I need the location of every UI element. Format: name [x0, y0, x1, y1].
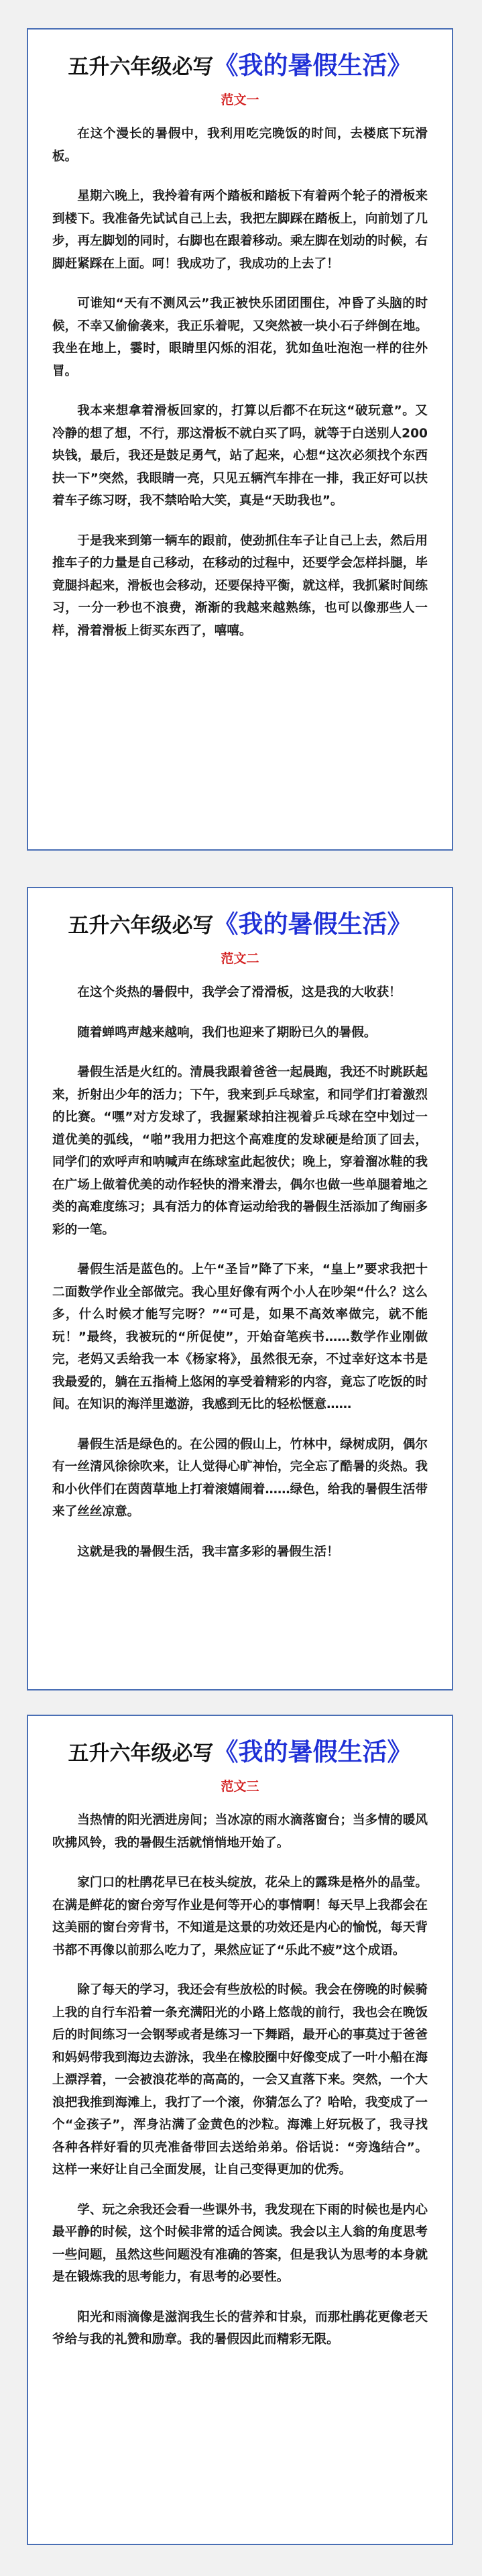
title-quote: 《我的暑假生活》: [213, 50, 412, 80]
article-subtitle: 范文一: [221, 93, 259, 107]
paragraph: 在这个炎热的暑假中，我学会了滑滑板，这是我的大收获！: [77, 985, 402, 1000]
article-card-2: [27, 887, 453, 1690]
title-quote: 《我的暑假生活》: [213, 1737, 412, 1766]
title-quote: 《我的暑假生活》: [213, 909, 412, 938]
paragraph: 除了每天的学习，我还会有些放松的时候。我会在傍晚的时候骑上我的自行车沿着一条充满阳光的小路上悠哉的前行，我也会在晚饭后的时间练习一会钢琴或者是练习一下舞蹈，最开心的事莫过于爸爸和妈妈带我到海边去游泳，我坐在橡胶圈中好像变成了一叶小船在海上漂浮着，一会被浪花举的高高的，一会又直落下来。突然，一个大浪把我推到海滩上，我打了一个滚，你猜怎么了？哈哈，我变成了一个“金孩子”，浑身沾满了金黄色的沙粒。海滩上好玩极了，我寻找各种各样好看的贝壳准备带回去送给弟弟。俗话说：“旁逸结合”。这样一来好让自己全面发展，让自己变得更加的优秀。: [52, 1983, 428, 2177]
title-prefix: 五升六年级必写: [68, 55, 214, 79]
article-card-3: [27, 1715, 453, 2545]
article-title: [28, 907, 452, 941]
paragraph: 阳光和雨滴像是滋润我生长的营养和甘泉，而那杜鹃花更像老天爷给与我的礼赞和励章。我的暑假因此而精彩无限。: [52, 2310, 428, 2347]
paragraph: 于是我来到第一辆车的跟前，使劲抓住车子让自己上去，然后用推车子的力量是自己移动，在移动的过程中，还要学会怎样抖腿，毕竟腿抖起来，滑板也会移动，还要保持平衡，就这样，我抓紧时间练习，一分一秒也不浪费，渐渐的我越来越熟练，也可以像那些人一样，滑着滑板上街买东西了，嘻嘻。: [52, 533, 428, 638]
article-subtitle: 范文二: [221, 951, 259, 966]
paragraph: 星期六晚上，我拎着有两个踏板和踏板下有着两个轮子的滑板来到楼下。我准备先试试自己上去，我把左脚踩在踏板上，向前划了几步，再左脚划的同时，右脚也在跟着移动。乘左脚在划动的时候，右脚赶紧踩在上面。呵！我成功了，我成功的上去了！: [52, 189, 428, 271]
paragraph: 当热情的阳光洒进房间；当冰凉的雨水滴落窗台；当多情的暖风吹拂风铃，我的暑假生活就悄悄地开始了。: [52, 1813, 428, 1850]
paragraph: 可谁知“天有不测风云”我正被快乐团团围住，冲昏了头脑的时候，不幸又偷偷袭来，我正乐着呢，又突然被一块小石子绊倒在地。我坐在地上，霎时，眼睛里闪烁的泪花，犹如鱼吐泡泡一样的往外冒。: [52, 297, 428, 378]
article-title: [28, 1735, 452, 1768]
paragraph: 暑假生活是蓝色的。上午“圣旨”降了下来，“皇上”要求我把十二面数学作业全部做完。我心里好像有两个小人在吵架“什么？这么多，什么时候才能写完呀？”“可是，如果不高效率做完，就不能玩！”最终，我被玩的“所促使”，开始奋笔疾书……数学作业刚做完，老妈又丢给我一本《杨家将》，虽然很无奈，不过幸好这本书是我最爱的，躺在五指椅上悠闲的享受着精彩的内容，竟忘了吃饭的时间。在知识的海洋里遨游，我感到无比的轻松惬意……: [52, 1263, 428, 1411]
paragraph: 暑假生活是火红的。清晨我跟着爸爸一起晨跑，我还不时跳跃起来，折射出少年的活力；下午，我来到乒乓球室，和同学们打着激烈的比赛。“嘿”对方发球了，我握紧球拍注视着乒乓球在空中划过一道优美的弧线，“啪”我用力把这个高难度的发球硬是给顶了回去，同学们的欢呼声和呐喊声在练球室此起彼伏；晚上，穿着溜冰鞋的我在广场上做着优美的动作轻快的滑来滑去，偶尔也做一些单腿着地之类的高难度练习；具有活力的体育运动给我的暑假生活添加了绚丽多彩的一笔。: [52, 1065, 428, 1237]
article-title: [28, 48, 452, 82]
article-subtitle: 范文三: [221, 1779, 259, 1794]
paragraph: 在这个漫长的暑假中，我利用吃完晚饭的时间，去楼底下玩滑板。: [52, 127, 428, 164]
paragraph: 学、玩之余我还会看一些课外书，我发现在下雨的时候也是内心最平静的时候，这个时候非常的适合阅读。我会以主人翁的角度思考一些问题，虽然这些问题没有准确的答案，但是我认为思考的本身就是在锻炼我的思考能力，有思考的必要性。: [52, 2202, 428, 2284]
paragraph: 这就是我的暑假生活，我丰富多彩的暑假生活！: [77, 1544, 339, 1559]
title-prefix: 五升六年级必写: [68, 1741, 214, 1766]
article-card-1: [27, 28, 453, 851]
paragraph: 家门口的杜鹃花早已在枝头绽放，花朵上的露珠是格外的晶莹。在满是鲜花的窗台旁写作业是何等开心的事情啊！每天早上我都会在这美丽的窗台旁背书，不知道是这景的功效还是内心的愉悦，每天背书都不再像以前那么吃力了，果然应证了“乐此不疲”这个成语。: [52, 1876, 428, 1957]
title-prefix: 五升六年级必写: [68, 914, 214, 938]
paragraph: 暑假生活是绿色的。在公园的假山上，竹林中，绿树成阴，偶尔有一丝清风徐徐吹来，让人觉得心旷神怡，完全忘了酷暑的炎热。我和小伙伴们在茵茵草地上打着滚嬉闹着……绿色，给我的暑假生活带来了丝丝凉意。: [52, 1437, 428, 1519]
paragraph: 我本来想拿着滑板回家的，打算以后都不在玩这“破玩意”。又冷静的想了想，不行，那这滑板不就白买了吗，就等于白送别人200块钱，最后，我还是鼓足勇气，站了起来，心想“这次必须找个东西扶一下”突然，我眼睛一亮，只见五辆汽车排在一排，我正好可以扶着车子练习呀，我不禁哈哈大笑，真是“天助我也”。: [52, 404, 428, 508]
paragraph: 随着蝉鸣声越来越响，我们也迎来了期盼已久的暑假。: [77, 1025, 377, 1040]
